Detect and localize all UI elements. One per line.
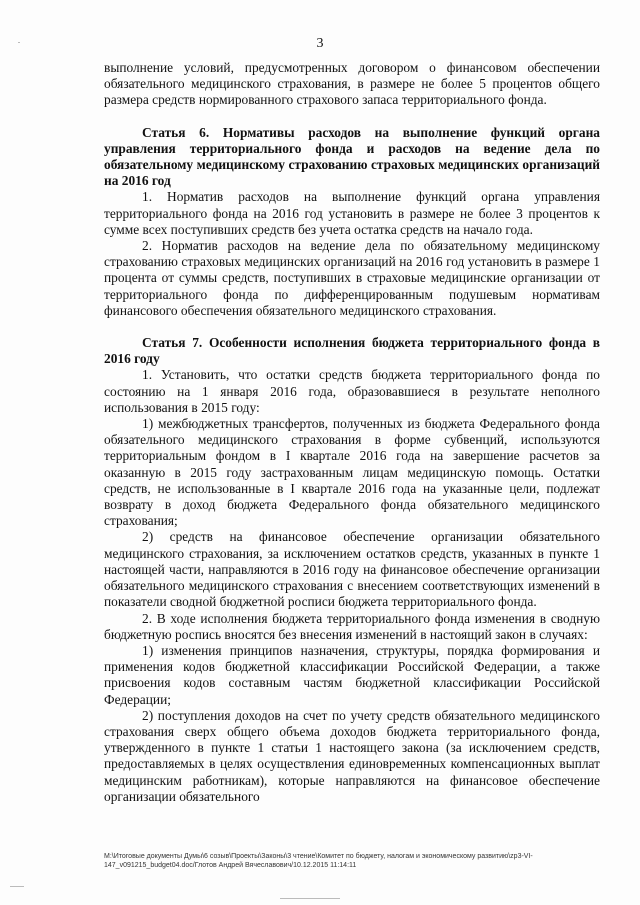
article-7-subitem-2: 2) средств на финансовое обеспечение организации обязательного медицинского страхования, за исключением остатков средств, указанных в пункте 1 настоящей части, направляются в 2016 году на финансовое обеспечение организации обязательного медицинского страхования с внесением соответствующих изменений в показатели сводной бюджетной росписи бюджета территориального фонда. (104, 529, 600, 610)
scan-mark (18, 42, 20, 43)
article-7-heading: Статья 7. Особенности исполнения бюджета территориального фонда в 2016 году (104, 335, 600, 367)
scan-mark (10, 886, 24, 887)
article-6-item-1: 1. Норматив расходов на выполнение функций органа управления территориального фонда на 2016 год установить в размере не более 3 процентов к сумме всех поступивших средств без учета остатка средств на начало года. (104, 189, 600, 237)
scan-mark (280, 898, 340, 899)
document-body (104, 60, 600, 805)
footer-line-1: М:\Итоговые документы Думы\6 созыв\Проекты\Законы\3 чтение\Комитет по бюджету, налогам и экономическому развитию\zp3-VI- (104, 853, 533, 860)
article-7-item-1: 1. Установить, что остатки средств бюджета территориального фонда по состоянию на 1 января 2016 года, образовавшиеся в результате неполного использования в 2015 году: (104, 367, 600, 415)
article-6-item-2: 2. Норматив расходов на ведение дела по обязательному медицинскому страхованию страховых медицинских организаций на 2016 год установить в размере 1 процента от суммы средств, поступивших в страховые медицинские организации от территориального фонда по дифференцированным подушевым нормативам финансового обеспечения обязательного медицинского страхования. (104, 238, 600, 318)
article-7-subitem-1: 1) межбюджетных трансфертов, полученных из бюджета Федерального фонда обязательного медицинского страхования в форме субвенций, используются территориальным фондом в I квартале 2016 года на завершение расчетов за оказанную в 2015 году застрахованным лицам медицинскую помощь. Остатки средств, не использованные в I квартале 2016 года на указанные цели, подлежат возврату в доход бюджета Федерального фонда обязательного медицинского страхования; (104, 416, 600, 529)
page-number: 3 (316, 36, 324, 51)
article-7-item-2-subitem-1: 1) изменения принципов назначения, структуры, порядка формирования и применения кодов бюджетной классификации Российской Федерации, а также присвоения кодов составным частям бюджетной классификации Российской Федерации; (104, 642, 600, 707)
footer-line-2: 147_v091215_budget04.doc/Глотов Андрей Вячеславович/10.12.2015 11:14:11 (104, 862, 357, 869)
file-path-footer (104, 852, 604, 870)
article-7-item-2-subitem-2: 2) поступления доходов на счет по учету средств обязательного медицинского страхования сверх общего объема доходов бюджета территориального фонда, утвержденного в пункте 1 статьи 1 настоящего закона (за исключением средств, предоставляемых в целях осуществления единовременных компенсационных выплат медицинским работникам), которые направляются на финансовое обеспечение организации обязательного (104, 707, 600, 804)
article-7-item-2: 2. В ходе исполнения бюджета территориального фонда изменения в сводную бюджетную роспись вносятся без внесения изменений в настоящий закон в случаях: (104, 610, 600, 642)
article-6-heading: Статья 6. Нормативы расходов на выполнение функций органа управления территориального фонда и расходов на ведение дела по обязательному медицинскому страхованию страховых медицинских организаций на 2016 год (104, 124, 600, 189)
paragraph-continuation: выполнение условий, предусмотренных договором о финансовом обеспечении обязательного медицинского страхования, в размере не более 5 процентов общего размера средств нормированного страхового запаса территориального фонда. (104, 60, 600, 108)
